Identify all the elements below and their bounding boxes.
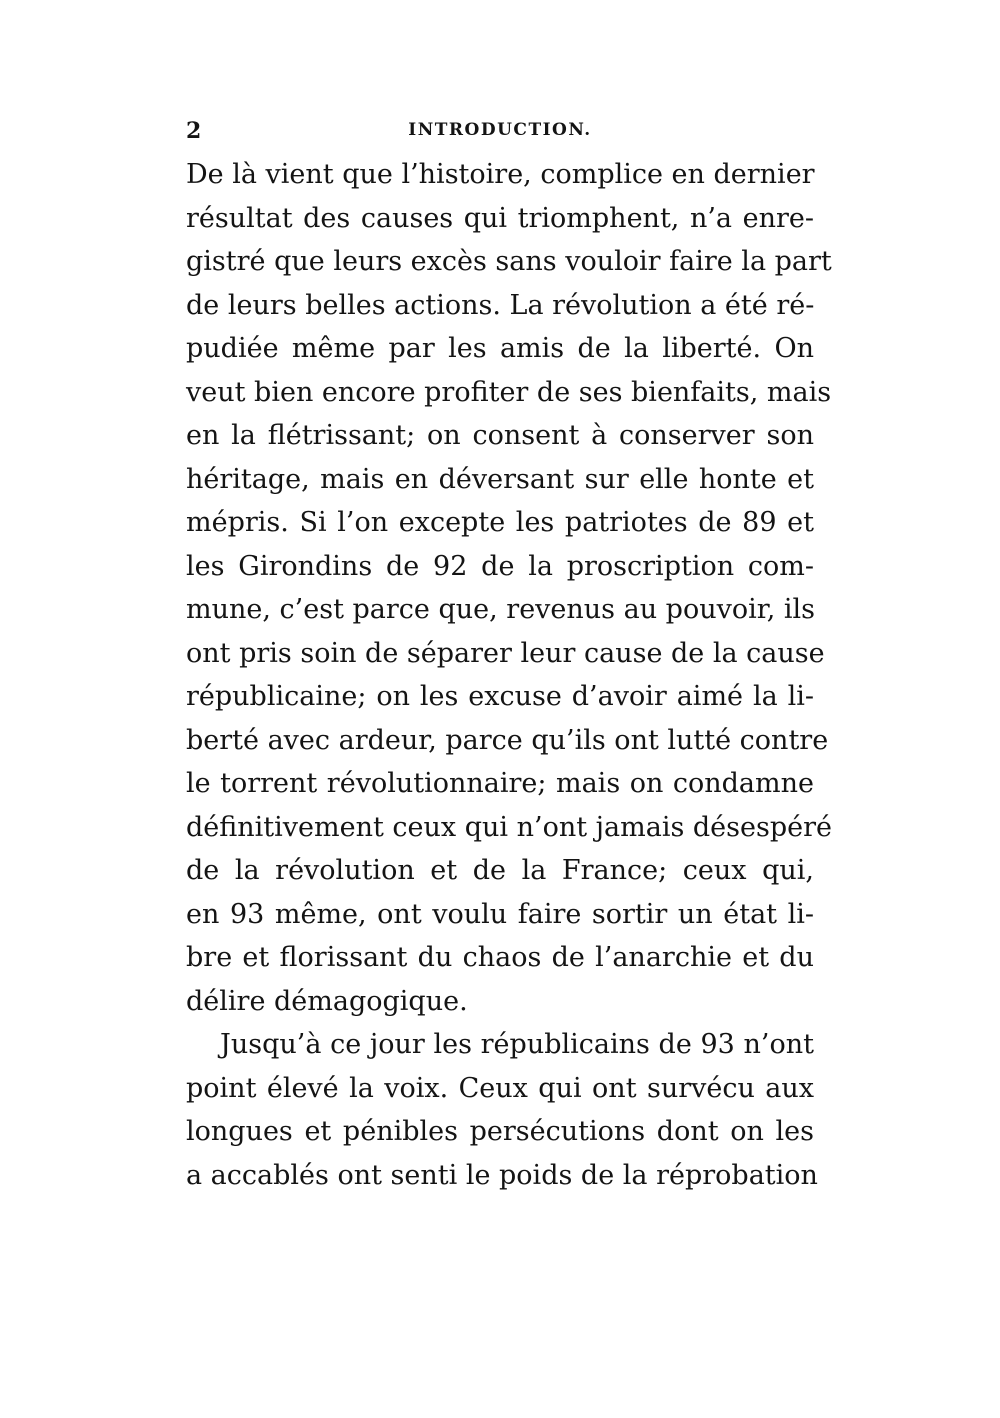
text-line: bre et florissant du chaos de l’anarchie et du [186, 942, 814, 973]
text-line: De là vient que l’histoire, complice en dernier [186, 159, 815, 190]
text-line: a accablés ont senti le poids de la réprobation [186, 1159, 818, 1191]
text-line: gistré que leurs excès sans vouloir faire la part [186, 246, 832, 277]
text-line: longues et pénibles persécutions dont on les [186, 1116, 814, 1147]
running-head [186, 118, 814, 146]
text-line: Jusqu’à ce jour les républicains de 93 n’ont [220, 1029, 814, 1060]
text-line: résultat des causes qui triomphent, n’a enre- [186, 202, 814, 234]
running-title: INTRODUCTION. [408, 120, 592, 140]
text-line: point élevé la voix. Ceux qui ont survécu aux [186, 1072, 814, 1104]
text-line: en la flétrissant; on consent à conserver son [186, 420, 814, 451]
text-line: en 93 même, ont voulu faire sortir un état li- [186, 898, 814, 930]
text-line: le torrent révolutionnaire; mais on condamne [186, 768, 814, 799]
text-line: les Girondins de 92 de la proscription com- [186, 550, 814, 582]
text-line: définitivement ceux qui n’ont jamais désespéré [186, 811, 832, 843]
text-line: ont pris soin de séparer leur cause de la cause [186, 637, 825, 669]
paragraph-1 [186, 153, 832, 1023]
text-line: de la révolution et de la France; ceux qui, [186, 855, 814, 886]
text-line: de leurs belles actions. La révolution a été ré- [186, 289, 815, 321]
text-line: mune, c’est parce que, revenus au pouvoir, ils [186, 594, 815, 625]
text-line: veut bien encore profiter de ses bienfaits, mais [186, 376, 832, 408]
page-number: 2 [186, 118, 202, 144]
text-line: républicaine; on les excuse d’avoir aimé la li- [186, 681, 814, 712]
text-line: héritage, mais en déversant sur elle honte et [186, 463, 814, 495]
body-text [186, 153, 832, 1197]
text-line: délire démagogique. [186, 985, 468, 1017]
text-line: mépris. Si l’on excepte les patriotes de 89 et [186, 507, 814, 538]
text-line: pudiée même par les amis de la liberté. On [186, 333, 814, 364]
paragraph-2 [186, 1023, 818, 1197]
text-line: berté avec ardeur, parce qu’ils ont lutté contre [186, 724, 829, 756]
